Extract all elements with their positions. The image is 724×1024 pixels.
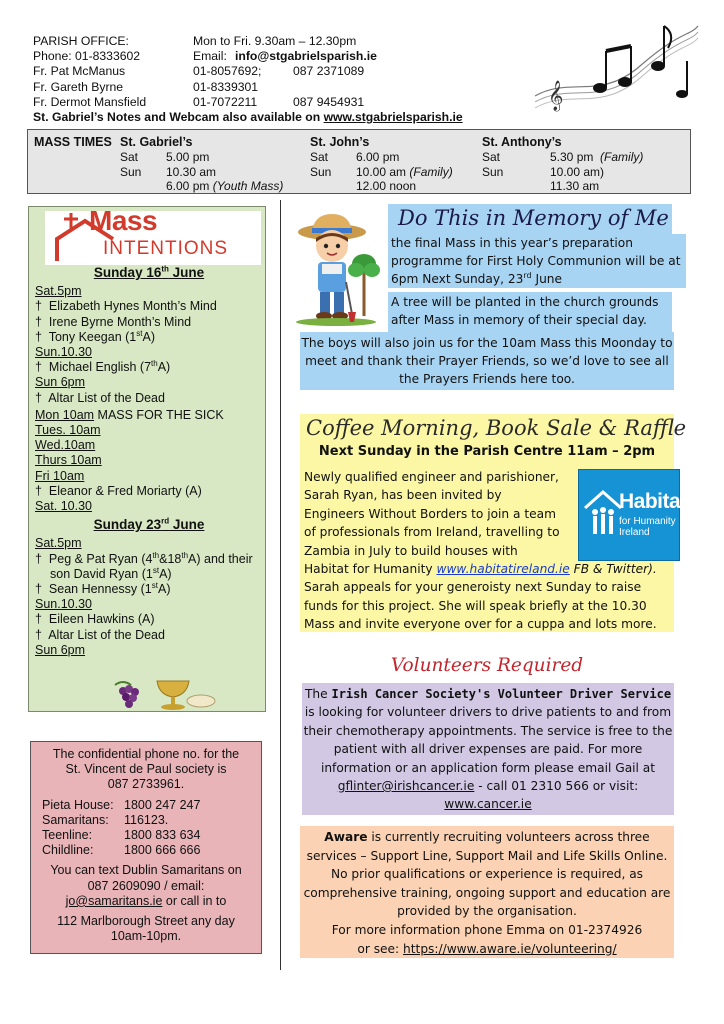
memory-paragraph: A tree will be planted in the church grounds after Mass in memory of their special day. <box>388 292 672 332</box>
day-sup: rd <box>161 516 170 526</box>
habitat-sub-1: for Humanity <box>619 516 676 527</box>
intention-item <box>35 612 263 627</box>
intention-text: &18 <box>159 551 182 566</box>
church-schedule <box>310 150 453 194</box>
helpline-row <box>31 798 261 813</box>
intention-sup: th <box>181 550 189 560</box>
mass-day: Sun <box>310 164 332 179</box>
habitat-word: Habitat <box>619 490 687 513</box>
samaritans-text: You can text Dublin Samaritans on <box>50 863 242 878</box>
office-label: PARISH OFFICE: <box>33 34 129 48</box>
mass-note: (Youth Mass) <box>212 179 284 193</box>
cross-icon: † <box>35 483 42 498</box>
helpline-number: 1800 247 247 <box>124 797 201 812</box>
memory-title: Do This in Memory of Me <box>388 204 672 234</box>
mass-slot-note: MASS FOR THE SICK <box>94 407 224 422</box>
aware-body: is currently recruiting volunteers across three services – Support Line, Support Mail and Life Skills Online. No prior qualifications or experience is required, as comprehensive training, ongoing support and education are provided by the organisation. <box>303 830 671 919</box>
boy-planting-tree-icon <box>286 212 384 328</box>
church-schedule <box>482 150 643 194</box>
mass-slot: Wed.10am <box>35 438 96 453</box>
intention-text: Michael English (7 <box>48 360 152 375</box>
intention-sup: th <box>151 359 158 369</box>
intention-end: A) <box>159 566 172 581</box>
mass-time: 6.00 pm <box>166 179 210 193</box>
mass-slot: Sun 6pm <box>35 375 86 390</box>
priest-phone: 01-8057692; <box>193 64 262 79</box>
intention-item <box>35 628 263 643</box>
priest-name: Fr. Gareth Byrne <box>33 79 124 94</box>
helpline-name: Pieta House: <box>42 797 114 812</box>
intentions-list <box>35 265 263 658</box>
mass-slot <box>35 408 263 423</box>
day-text: Sunday 23 <box>93 517 162 533</box>
sunday-heading <box>35 517 263 532</box>
music-notes-icon <box>530 6 700 116</box>
intention-text: Irene Byrne Month’s Mind <box>48 314 192 329</box>
volunteers-call: - call 01 2310 566 or visit: <box>474 779 639 794</box>
mass-slot: Sat. 10.30 <box>35 499 92 514</box>
office-email-link[interactable]: info@stgabrielsparish.ie <box>235 49 377 64</box>
office-row <box>33 34 553 49</box>
day-month: June <box>168 265 205 280</box>
habitat-link[interactable]: www.habitatireland.ie <box>436 562 570 577</box>
samaritans-text: 087 2609090 / email: <box>87 878 205 893</box>
habitat-text: Habitat for Humanity <box>304 562 437 577</box>
helpline-number: 1800 666 666 <box>124 843 201 858</box>
mass-day: Sun <box>482 164 504 179</box>
church-name: St. Anthony’s <box>482 135 562 149</box>
volunteers-panel <box>302 683 674 815</box>
mass-time: 5.30 pm <box>550 150 594 164</box>
priest-mobile: 087 2371089 <box>293 64 365 79</box>
day-text: Sunday 16 <box>93 265 162 280</box>
intention-end: A) <box>142 329 155 344</box>
mass-day: Sun <box>120 164 142 179</box>
mass-slot: Sun.10.30 <box>35 597 92 612</box>
cross-icon: † <box>35 314 42 329</box>
intention-item <box>35 330 263 345</box>
intention-text: Tony Keegan (1 <box>48 329 137 344</box>
helpline-number: 1800 833 634 <box>124 828 201 843</box>
priest-phone: 01-7072211 <box>193 94 258 109</box>
intention-text: Eleanor & Fred Moriarty (A) <box>48 483 202 498</box>
mass-time: 10.30 am <box>166 164 217 179</box>
svg-text:𝄞: 𝄞 <box>548 81 564 111</box>
priest-phone: 01-8339301 <box>193 79 259 94</box>
mass-slot: Sun 6pm <box>35 642 86 657</box>
svp-text: The confidential phone no. for the <box>52 747 240 761</box>
intention-item <box>35 299 263 314</box>
mass-time: 11.30 am <box>550 179 600 193</box>
memory-sup: rd <box>523 270 532 280</box>
mass-day <box>120 179 166 194</box>
cross-icon: † <box>35 551 42 566</box>
mass-day: Sat <box>310 150 329 164</box>
mass-slot: Fri 10am <box>35 468 85 483</box>
intention-sup: st <box>151 580 158 590</box>
helpline-name: Samaritans: <box>42 812 109 827</box>
day-month: June <box>169 517 205 533</box>
intention-end: A) <box>157 582 171 597</box>
cross-icon: † <box>35 612 42 627</box>
intention-text: Eileen Hawkins (A) <box>48 612 155 627</box>
coffee-title: Coffee Morning, Book Sale & Raffle <box>306 416 687 440</box>
habitat-sub <box>619 516 676 538</box>
cross-icon: † <box>35 360 42 375</box>
sunday-heading <box>35 265 263 280</box>
intention-item <box>35 315 263 330</box>
samaritans-text <box>31 894 261 909</box>
intention-item <box>35 360 263 375</box>
habitat-logo <box>578 469 687 561</box>
logo-word-intentions: INTENTIONS <box>103 238 229 259</box>
mass-day: Sat <box>482 150 501 164</box>
samaritans-text-end: or call in to <box>162 893 227 908</box>
cross-icon: † <box>35 390 42 405</box>
webcam-text: St. Gabriel’s Notes and Webcam also available on <box>33 110 324 125</box>
intention-end: A) <box>157 360 171 375</box>
cross-icon: † <box>35 582 42 597</box>
parish-office-info <box>33 34 553 125</box>
aware-link[interactable]: https://www.aware.ie/volunteering/ <box>403 941 617 956</box>
svp-text: St. Vincent de Paul society is <box>65 762 227 777</box>
aware-text <box>300 828 674 921</box>
memory-paragraph: The boys will also join us for the 10am Mass this Moonday to meet and thank their Prayer Friends, so we’d love to see all the Prayers Friends here too. <box>300 332 674 390</box>
volunteers-body: is looking for volunteer drivers to drive patients to and from their chemotherapy appointments. The service is free to the patient with all driver expenses are paid. For more information or an application form please email Gail at <box>303 705 673 775</box>
volunteers-email-link[interactable]: gflinter@irishcancer.ie <box>337 779 475 794</box>
mass-time: 6.00 pm <box>356 150 400 164</box>
column-divider <box>280 200 281 970</box>
aware-org: Aware <box>324 830 368 844</box>
helpline-row <box>31 828 261 843</box>
volunteers-title: Volunteers Required <box>390 655 584 676</box>
helpline-row <box>31 843 261 858</box>
samaritans-hours: 10am-10pm. <box>110 929 182 944</box>
mass-slot: Sun.10.30 <box>35 345 92 360</box>
intention-item <box>35 582 263 597</box>
intention-text: Sean Hennessy (1 <box>48 582 152 597</box>
intention-text: Altar List of the Dead <box>48 627 165 642</box>
office-row <box>33 95 553 110</box>
church-schedule <box>120 150 283 194</box>
intention-text: Altar List of the Dead <box>48 390 165 405</box>
church-name: St. Gabriel’s <box>120 135 193 149</box>
volunteers-org: Irish Cancer Society's Volunteer Driver Service <box>331 687 672 701</box>
mass-day <box>482 179 550 194</box>
helplines-panel <box>30 741 262 954</box>
intention-sup: th <box>152 550 160 560</box>
habitat-social: FB & Twitter). <box>569 562 657 577</box>
day-sup: th <box>161 264 169 274</box>
priest-name: Fr. Dermot Mansfield <box>33 94 147 109</box>
intention-sup: st <box>136 328 143 338</box>
priest-name: Fr. Pat McManus <box>33 64 126 79</box>
mass-note: (Family) <box>600 150 644 164</box>
volunteers-intro: The <box>304 687 332 701</box>
mass-note: (Family) <box>409 164 453 179</box>
office-hours: Mon to Fri. 9.30am – 12.30pm <box>193 34 357 48</box>
cross-icon: † <box>35 329 42 344</box>
logo-word-mass: Mass <box>89 205 158 236</box>
memory-text-end: June <box>531 272 563 286</box>
mass-time: 5.00 pm <box>166 150 210 164</box>
mass-slot: Sat.5pm <box>35 284 82 299</box>
memory-paragraph <box>388 234 686 288</box>
habitat-sub-2: Ireland <box>619 527 650 538</box>
website-link[interactable]: www.stgabrielsparish.ie <box>323 110 463 125</box>
mass-slot-day: Mon 10am <box>35 407 95 422</box>
cancer-site-link[interactable]: www.cancer.ie <box>444 797 532 812</box>
habitat-house-icon <box>583 486 623 546</box>
mass-times-panel <box>27 129 691 194</box>
mass-times-label: MASS TIMES <box>34 135 112 149</box>
mass-day: Sat <box>120 150 139 164</box>
coffee-text: Newly qualified engineer and parishioner, Sarah Ryan, has been invited by Engineers Without Borders to join a team of professionals from Ireland, travelling to Zambia in July to build houses with <box>304 470 560 558</box>
office-row <box>33 80 553 95</box>
intention-item <box>35 484 263 499</box>
svp-phone: 087 2733961. <box>107 777 185 792</box>
church-name: St. John’s <box>310 135 370 149</box>
aware-panel <box>300 826 674 958</box>
office-phone: Phone: 01-8333602 <box>33 49 141 64</box>
chalice-grapes-icon <box>109 677 219 711</box>
intention-text: Elizabeth Hynes Month’s Mind <box>48 299 217 314</box>
coffee-text <box>304 560 670 578</box>
coffee-text: Sarah appeals for your generoisty next Sunday to raise funds for this project. She will speak briefly at the 10.30 Mass and invite everyone over for a cuppa and lots more. <box>304 580 657 632</box>
helpline-row <box>31 813 261 828</box>
office-row <box>33 64 553 79</box>
helpline-name: Childline: <box>42 843 94 858</box>
mass-slot: Sat.5pm <box>35 536 82 551</box>
aware-see: or see: <box>357 941 404 956</box>
intention-text: Peg & Pat Ryan (4 <box>48 551 153 566</box>
mass-intentions-logo <box>45 205 261 265</box>
samaritans-address: 112 Marlborough Street any day <box>57 914 235 929</box>
coffee-subtitle: Next Sunday in the Parish Centre 11am – 2pm <box>318 444 656 459</box>
mass-slot: Thurs 10am <box>35 453 102 468</box>
mass-intentions-panel <box>28 206 266 712</box>
cross-icon: † <box>35 627 42 642</box>
intention-text: A) and their son David Ryan (1 <box>50 551 253 581</box>
email-label: Email: <box>193 49 227 64</box>
cross-icon: † <box>35 299 42 314</box>
webcam-notice <box>33 110 553 125</box>
helpline-name: Teenline: <box>42 828 93 843</box>
intention-sup: st <box>152 565 160 575</box>
helpline-number: 116123. <box>124 812 169 827</box>
mass-slot: Tues. 10am <box>35 423 101 438</box>
mass-day <box>310 179 356 194</box>
mass-time: 10.00 am <box>356 164 407 179</box>
samaritans-email-link[interactable]: jo@samaritans.ie <box>65 893 163 908</box>
memory-text: the final Mass in this year’s preparation programme for First Holy Communion will be at 6pm Next Sunday, 23 <box>391 236 681 286</box>
intention-item <box>35 552 263 582</box>
mass-time: 12.00 noon <box>356 179 417 193</box>
office-row <box>33 49 553 64</box>
aware-contact: For more information phone Emma on 01-2374926 <box>331 922 643 937</box>
mass-time: 10.00 am) <box>550 164 605 179</box>
aware-link-line <box>300 940 674 959</box>
priest-mobile: 087 9454931 <box>293 94 365 109</box>
intention-item <box>35 391 263 406</box>
